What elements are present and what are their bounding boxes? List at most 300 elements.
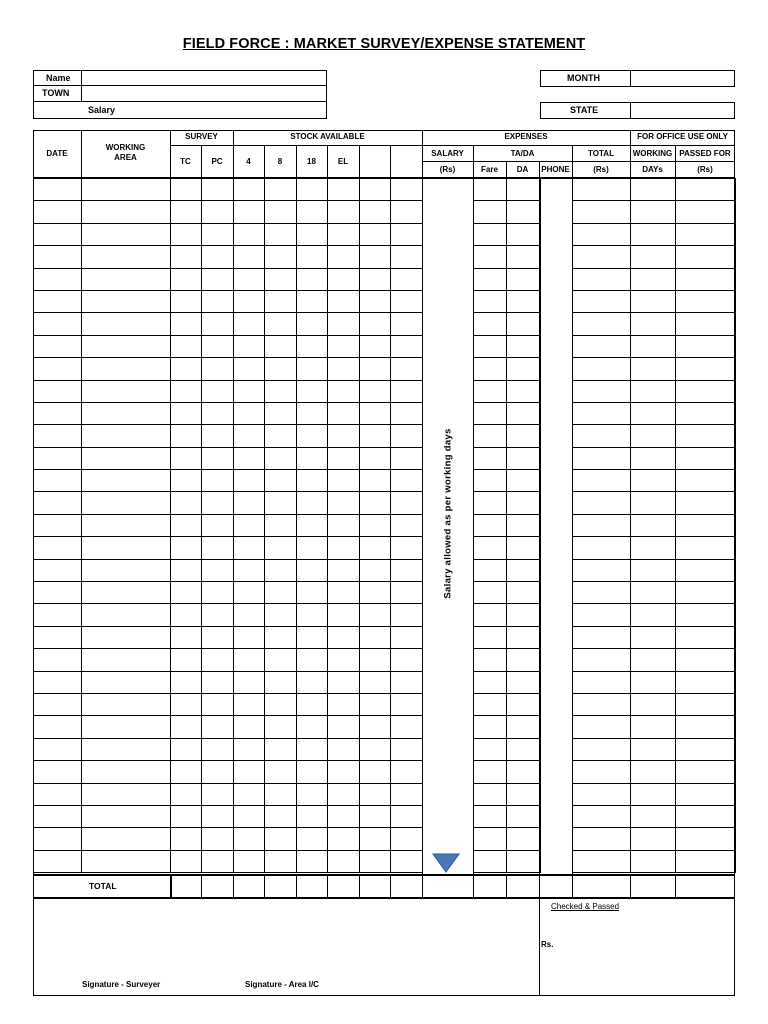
entry-cell[interactable] — [265, 380, 297, 402]
tada-cell[interactable] — [507, 649, 541, 671]
entry-cell[interactable] — [328, 537, 360, 559]
entry-cell[interactable] — [391, 268, 423, 290]
entry-cell[interactable] — [265, 559, 297, 581]
entry-cell[interactable] — [328, 246, 360, 268]
entry-cell[interactable] — [391, 223, 423, 245]
entry-cell[interactable] — [328, 626, 360, 648]
entry-cell[interactable] — [202, 492, 234, 514]
entry-cell[interactable] — [328, 514, 360, 536]
entry-cell[interactable] — [265, 693, 297, 715]
tada-cell[interactable] — [474, 223, 507, 245]
office-cell[interactable] — [631, 246, 676, 268]
office-cell[interactable] — [573, 850, 631, 872]
entry-cell[interactable] — [34, 738, 82, 760]
entry-cell[interactable] — [391, 447, 423, 469]
office-cell[interactable] — [676, 402, 736, 424]
entry-cell[interactable] — [328, 425, 360, 447]
entry-cell[interactable] — [265, 246, 297, 268]
entry-cell[interactable] — [202, 223, 234, 245]
office-cell[interactable] — [631, 582, 676, 604]
entry-cell[interactable] — [234, 649, 265, 671]
entry-cell[interactable] — [171, 402, 202, 424]
office-cell[interactable] — [676, 693, 736, 715]
tada-cell[interactable] — [507, 761, 541, 783]
tada-cell[interactable] — [474, 492, 507, 514]
office-cell[interactable] — [631, 514, 676, 536]
tada-cell[interactable] — [474, 447, 507, 469]
state-field[interactable] — [631, 102, 735, 119]
tada-cell[interactable] — [474, 671, 507, 693]
office-cell[interactable] — [573, 693, 631, 715]
entry-cell[interactable] — [265, 626, 297, 648]
entry-cell[interactable] — [234, 358, 265, 380]
entry-cell[interactable] — [265, 850, 297, 872]
entry-cell[interactable] — [34, 223, 82, 245]
office-cell[interactable] — [631, 268, 676, 290]
tada-cell[interactable] — [474, 693, 507, 715]
entry-cell[interactable] — [391, 402, 423, 424]
tada-cell[interactable] — [474, 805, 507, 827]
entry-cell[interactable] — [171, 290, 202, 312]
entry-cell[interactable] — [391, 380, 423, 402]
entry-cell[interactable] — [34, 268, 82, 290]
entry-cell[interactable] — [202, 313, 234, 335]
office-cell[interactable] — [676, 358, 736, 380]
tada-cell[interactable] — [474, 470, 507, 492]
entry-cell[interactable] — [391, 358, 423, 380]
entry-cell[interactable] — [360, 783, 391, 805]
office-cell[interactable] — [631, 470, 676, 492]
entry-cell[interactable] — [265, 649, 297, 671]
entry-cell[interactable] — [297, 716, 328, 738]
entry-cell[interactable] — [171, 492, 202, 514]
entry-cell[interactable] — [360, 470, 391, 492]
entry-cell[interactable] — [297, 201, 328, 223]
entry-cell[interactable] — [34, 380, 82, 402]
entry-cell[interactable] — [34, 671, 82, 693]
entry-cell[interactable] — [34, 246, 82, 268]
office-cell[interactable] — [573, 761, 631, 783]
entry-cell[interactable] — [360, 268, 391, 290]
entry-cell[interactable] — [297, 671, 328, 693]
entry-cell[interactable] — [82, 380, 171, 402]
entry-cell[interactable] — [234, 268, 265, 290]
entry-cell[interactable] — [234, 201, 265, 223]
entry-cell[interactable] — [297, 425, 328, 447]
entry-cell[interactable] — [171, 514, 202, 536]
office-cell[interactable] — [631, 179, 676, 201]
office-cell[interactable] — [573, 671, 631, 693]
office-cell[interactable] — [631, 201, 676, 223]
entry-cell[interactable] — [360, 313, 391, 335]
entry-cell[interactable] — [202, 425, 234, 447]
office-cell[interactable] — [631, 716, 676, 738]
tada-cell[interactable] — [507, 179, 541, 201]
tada-cell[interactable] — [474, 738, 507, 760]
entry-cell[interactable] — [360, 850, 391, 872]
tada-cell[interactable] — [474, 783, 507, 805]
entry-cell[interactable] — [391, 425, 423, 447]
office-cell[interactable] — [676, 626, 736, 648]
entry-cell[interactable] — [171, 582, 202, 604]
entry-cell[interactable] — [234, 179, 265, 201]
entry-cell[interactable] — [34, 783, 82, 805]
entry-cell[interactable] — [391, 582, 423, 604]
entry-cell[interactable] — [360, 290, 391, 312]
tada-cell[interactable] — [507, 604, 541, 626]
entry-cell[interactable] — [328, 201, 360, 223]
entry-cell[interactable] — [265, 671, 297, 693]
office-cell[interactable] — [676, 805, 736, 827]
office-cell[interactable] — [573, 716, 631, 738]
office-cell[interactable] — [573, 179, 631, 201]
tada-cell[interactable] — [507, 201, 541, 223]
entry-cell[interactable] — [328, 402, 360, 424]
entry-cell[interactable] — [202, 246, 234, 268]
office-cell[interactable] — [676, 559, 736, 581]
office-cell[interactable] — [631, 738, 676, 760]
entry-cell[interactable] — [82, 402, 171, 424]
entry-cell[interactable] — [82, 470, 171, 492]
entry-cell[interactable] — [34, 559, 82, 581]
salary-field[interactable] — [120, 102, 327, 119]
tada-cell[interactable] — [507, 693, 541, 715]
entry-cell[interactable] — [34, 626, 82, 648]
entry-cell[interactable] — [328, 223, 360, 245]
tada-cell[interactable] — [507, 828, 541, 850]
office-cell[interactable] — [631, 805, 676, 827]
entry-cell[interactable] — [328, 828, 360, 850]
office-cell[interactable] — [573, 537, 631, 559]
office-cell[interactable] — [631, 425, 676, 447]
entry-cell[interactable] — [202, 649, 234, 671]
office-cell[interactable] — [573, 223, 631, 245]
office-cell[interactable] — [676, 761, 736, 783]
office-cell[interactable] — [573, 290, 631, 312]
entry-cell[interactable] — [34, 828, 82, 850]
tada-cell[interactable] — [474, 313, 507, 335]
entry-cell[interactable] — [234, 514, 265, 536]
entry-cell[interactable] — [34, 693, 82, 715]
entry-cell[interactable] — [391, 850, 423, 872]
name-field[interactable] — [82, 70, 327, 85]
entry-cell[interactable] — [202, 470, 234, 492]
office-cell[interactable] — [676, 649, 736, 671]
entry-cell[interactable] — [202, 537, 234, 559]
entry-cell[interactable] — [171, 783, 202, 805]
entry-cell[interactable] — [202, 805, 234, 827]
office-cell[interactable] — [676, 470, 736, 492]
tada-cell[interactable] — [474, 559, 507, 581]
entry-cell[interactable] — [297, 179, 328, 201]
tada-cell[interactable] — [474, 626, 507, 648]
entry-cell[interactable] — [328, 671, 360, 693]
entry-cell[interactable] — [82, 671, 171, 693]
entry-cell[interactable] — [171, 335, 202, 357]
entry-cell[interactable] — [171, 805, 202, 827]
entry-cell[interactable] — [234, 783, 265, 805]
entry-cell[interactable] — [234, 246, 265, 268]
entry-cell[interactable] — [328, 470, 360, 492]
entry-cell[interactable] — [82, 850, 171, 872]
entry-cell[interactable] — [391, 559, 423, 581]
office-cell[interactable] — [676, 246, 736, 268]
entry-cell[interactable] — [360, 492, 391, 514]
tada-cell[interactable] — [507, 582, 541, 604]
tada-cell[interactable] — [474, 358, 507, 380]
entry-cell[interactable] — [265, 738, 297, 760]
office-cell[interactable] — [631, 335, 676, 357]
tada-cell[interactable] — [474, 425, 507, 447]
tada-cell[interactable] — [474, 582, 507, 604]
tada-cell[interactable] — [507, 805, 541, 827]
entry-cell[interactable] — [265, 604, 297, 626]
entry-cell[interactable] — [234, 828, 265, 850]
office-cell[interactable] — [631, 537, 676, 559]
entry-cell[interactable] — [82, 358, 171, 380]
office-cell[interactable] — [631, 828, 676, 850]
entry-cell[interactable] — [82, 335, 171, 357]
town-field[interactable] — [82, 86, 327, 101]
tada-cell[interactable] — [507, 313, 541, 335]
entry-cell[interactable] — [265, 514, 297, 536]
entry-cell[interactable] — [265, 470, 297, 492]
tada-cell[interactable] — [474, 514, 507, 536]
entry-cell[interactable] — [171, 470, 202, 492]
tada-cell[interactable] — [474, 850, 507, 872]
tada-cell[interactable] — [507, 402, 541, 424]
entry-cell[interactable] — [171, 649, 202, 671]
entry-cell[interactable] — [328, 805, 360, 827]
tada-cell[interactable] — [474, 246, 507, 268]
entry-cell[interactable] — [391, 514, 423, 536]
entry-cell[interactable] — [360, 671, 391, 693]
office-cell[interactable] — [573, 447, 631, 469]
entry-cell[interactable] — [265, 268, 297, 290]
tada-cell[interactable] — [507, 290, 541, 312]
entry-cell[interactable] — [82, 447, 171, 469]
entry-cell[interactable] — [234, 582, 265, 604]
entry-cell[interactable] — [328, 716, 360, 738]
tada-cell[interactable] — [474, 761, 507, 783]
entry-cell[interactable] — [328, 559, 360, 581]
office-cell[interactable] — [573, 492, 631, 514]
tada-cell[interactable] — [474, 716, 507, 738]
entry-cell[interactable] — [360, 425, 391, 447]
entry-cell[interactable] — [360, 693, 391, 715]
entry-cell[interactable] — [234, 693, 265, 715]
entry-cell[interactable] — [265, 402, 297, 424]
entry-cell[interactable] — [297, 358, 328, 380]
office-cell[interactable] — [631, 313, 676, 335]
entry-cell[interactable] — [391, 290, 423, 312]
entry-cell[interactable] — [171, 828, 202, 850]
entry-cell[interactable] — [82, 582, 171, 604]
entry-cell[interactable] — [202, 783, 234, 805]
tada-cell[interactable] — [507, 850, 541, 872]
entry-cell[interactable] — [297, 514, 328, 536]
entry-cell[interactable] — [34, 492, 82, 514]
entry-cell[interactable] — [202, 358, 234, 380]
office-cell[interactable] — [676, 179, 736, 201]
entry-cell[interactable] — [360, 447, 391, 469]
entry-cell[interactable] — [297, 492, 328, 514]
entry-cell[interactable] — [34, 649, 82, 671]
entry-cell[interactable] — [297, 447, 328, 469]
entry-cell[interactable] — [360, 828, 391, 850]
entry-cell[interactable] — [328, 582, 360, 604]
entry-cell[interactable] — [234, 223, 265, 245]
entry-cell[interactable] — [360, 380, 391, 402]
tada-cell[interactable] — [474, 179, 507, 201]
entry-cell[interactable] — [297, 850, 328, 872]
entry-cell[interactable] — [202, 604, 234, 626]
office-cell[interactable] — [676, 223, 736, 245]
entry-cell[interactable] — [82, 179, 171, 201]
entry-cell[interactable] — [265, 537, 297, 559]
entry-cell[interactable] — [328, 447, 360, 469]
entry-cell[interactable] — [391, 761, 423, 783]
office-cell[interactable] — [676, 850, 736, 872]
entry-cell[interactable] — [202, 559, 234, 581]
tada-cell[interactable] — [474, 335, 507, 357]
office-cell[interactable] — [676, 671, 736, 693]
entry-cell[interactable] — [171, 537, 202, 559]
entry-cell[interactable] — [82, 514, 171, 536]
entry-cell[interactable] — [202, 850, 234, 872]
entry-cell[interactable] — [265, 201, 297, 223]
entry-cell[interactable] — [234, 425, 265, 447]
office-cell[interactable] — [676, 268, 736, 290]
office-cell[interactable] — [573, 358, 631, 380]
entry-cell[interactable] — [297, 335, 328, 357]
entry-cell[interactable] — [265, 582, 297, 604]
entry-cell[interactable] — [202, 268, 234, 290]
entry-cell[interactable] — [328, 761, 360, 783]
office-cell[interactable] — [573, 425, 631, 447]
entry-cell[interactable] — [34, 290, 82, 312]
entry-cell[interactable] — [202, 761, 234, 783]
entry-cell[interactable] — [82, 828, 171, 850]
entry-cell[interactable] — [171, 604, 202, 626]
entry-cell[interactable] — [171, 850, 202, 872]
entry-cell[interactable] — [391, 492, 423, 514]
office-cell[interactable] — [573, 805, 631, 827]
entry-cell[interactable] — [297, 783, 328, 805]
office-cell[interactable] — [573, 470, 631, 492]
entry-cell[interactable] — [391, 649, 423, 671]
entry-cell[interactable] — [234, 850, 265, 872]
entry-cell[interactable] — [360, 761, 391, 783]
entry-cell[interactable] — [202, 402, 234, 424]
entry-cell[interactable] — [360, 716, 391, 738]
office-cell[interactable] — [631, 626, 676, 648]
entry-cell[interactable] — [297, 828, 328, 850]
entry-cell[interactable] — [202, 447, 234, 469]
entry-cell[interactable] — [297, 559, 328, 581]
entry-cell[interactable] — [360, 649, 391, 671]
office-cell[interactable] — [676, 492, 736, 514]
office-cell[interactable] — [573, 604, 631, 626]
office-cell[interactable] — [573, 738, 631, 760]
entry-cell[interactable] — [265, 805, 297, 827]
entry-cell[interactable] — [202, 179, 234, 201]
entry-cell[interactable] — [34, 425, 82, 447]
tada-cell[interactable] — [507, 537, 541, 559]
office-cell[interactable] — [631, 850, 676, 872]
entry-cell[interactable] — [171, 268, 202, 290]
entry-cell[interactable] — [265, 358, 297, 380]
entry-cell[interactable] — [34, 716, 82, 738]
tada-cell[interactable] — [507, 783, 541, 805]
office-cell[interactable] — [573, 335, 631, 357]
office-cell[interactable] — [573, 649, 631, 671]
entry-cell[interactable] — [391, 604, 423, 626]
entry-cell[interactable] — [234, 716, 265, 738]
office-cell[interactable] — [676, 716, 736, 738]
tada-cell[interactable] — [507, 492, 541, 514]
entry-cell[interactable] — [328, 335, 360, 357]
entry-cell[interactable] — [34, 402, 82, 424]
entry-cell[interactable] — [297, 470, 328, 492]
entry-cell[interactable] — [82, 246, 171, 268]
entry-cell[interactable] — [234, 402, 265, 424]
tada-cell[interactable] — [474, 402, 507, 424]
office-cell[interactable] — [676, 537, 736, 559]
entry-cell[interactable] — [265, 447, 297, 469]
tada-cell[interactable] — [507, 335, 541, 357]
office-cell[interactable] — [676, 380, 736, 402]
tada-cell[interactable] — [507, 738, 541, 760]
office-cell[interactable] — [573, 626, 631, 648]
entry-cell[interactable] — [265, 335, 297, 357]
entry-cell[interactable] — [34, 358, 82, 380]
tada-cell[interactable] — [507, 223, 541, 245]
tada-cell[interactable] — [474, 201, 507, 223]
entry-cell[interactable] — [202, 290, 234, 312]
tada-cell[interactable] — [507, 514, 541, 536]
entry-cell[interactable] — [34, 761, 82, 783]
entry-cell[interactable] — [391, 313, 423, 335]
entry-cell[interactable] — [328, 649, 360, 671]
office-cell[interactable] — [676, 828, 736, 850]
entry-cell[interactable] — [234, 626, 265, 648]
entry-cell[interactable] — [265, 828, 297, 850]
entry-cell[interactable] — [360, 335, 391, 357]
office-cell[interactable] — [573, 828, 631, 850]
entry-cell[interactable] — [234, 559, 265, 581]
office-cell[interactable] — [676, 582, 736, 604]
entry-cell[interactable] — [82, 805, 171, 827]
entry-cell[interactable] — [328, 358, 360, 380]
tada-cell[interactable] — [507, 358, 541, 380]
entry-cell[interactable] — [265, 313, 297, 335]
office-cell[interactable] — [631, 223, 676, 245]
entry-cell[interactable] — [171, 761, 202, 783]
entry-cell[interactable] — [234, 470, 265, 492]
entry-cell[interactable] — [360, 582, 391, 604]
office-cell[interactable] — [676, 604, 736, 626]
entry-cell[interactable] — [82, 761, 171, 783]
entry-cell[interactable] — [234, 537, 265, 559]
entry-cell[interactable] — [171, 671, 202, 693]
office-cell[interactable] — [676, 425, 736, 447]
entry-cell[interactable] — [391, 179, 423, 201]
entry-cell[interactable] — [234, 313, 265, 335]
entry-cell[interactable] — [297, 693, 328, 715]
entry-cell[interactable] — [234, 738, 265, 760]
entry-cell[interactable] — [297, 290, 328, 312]
